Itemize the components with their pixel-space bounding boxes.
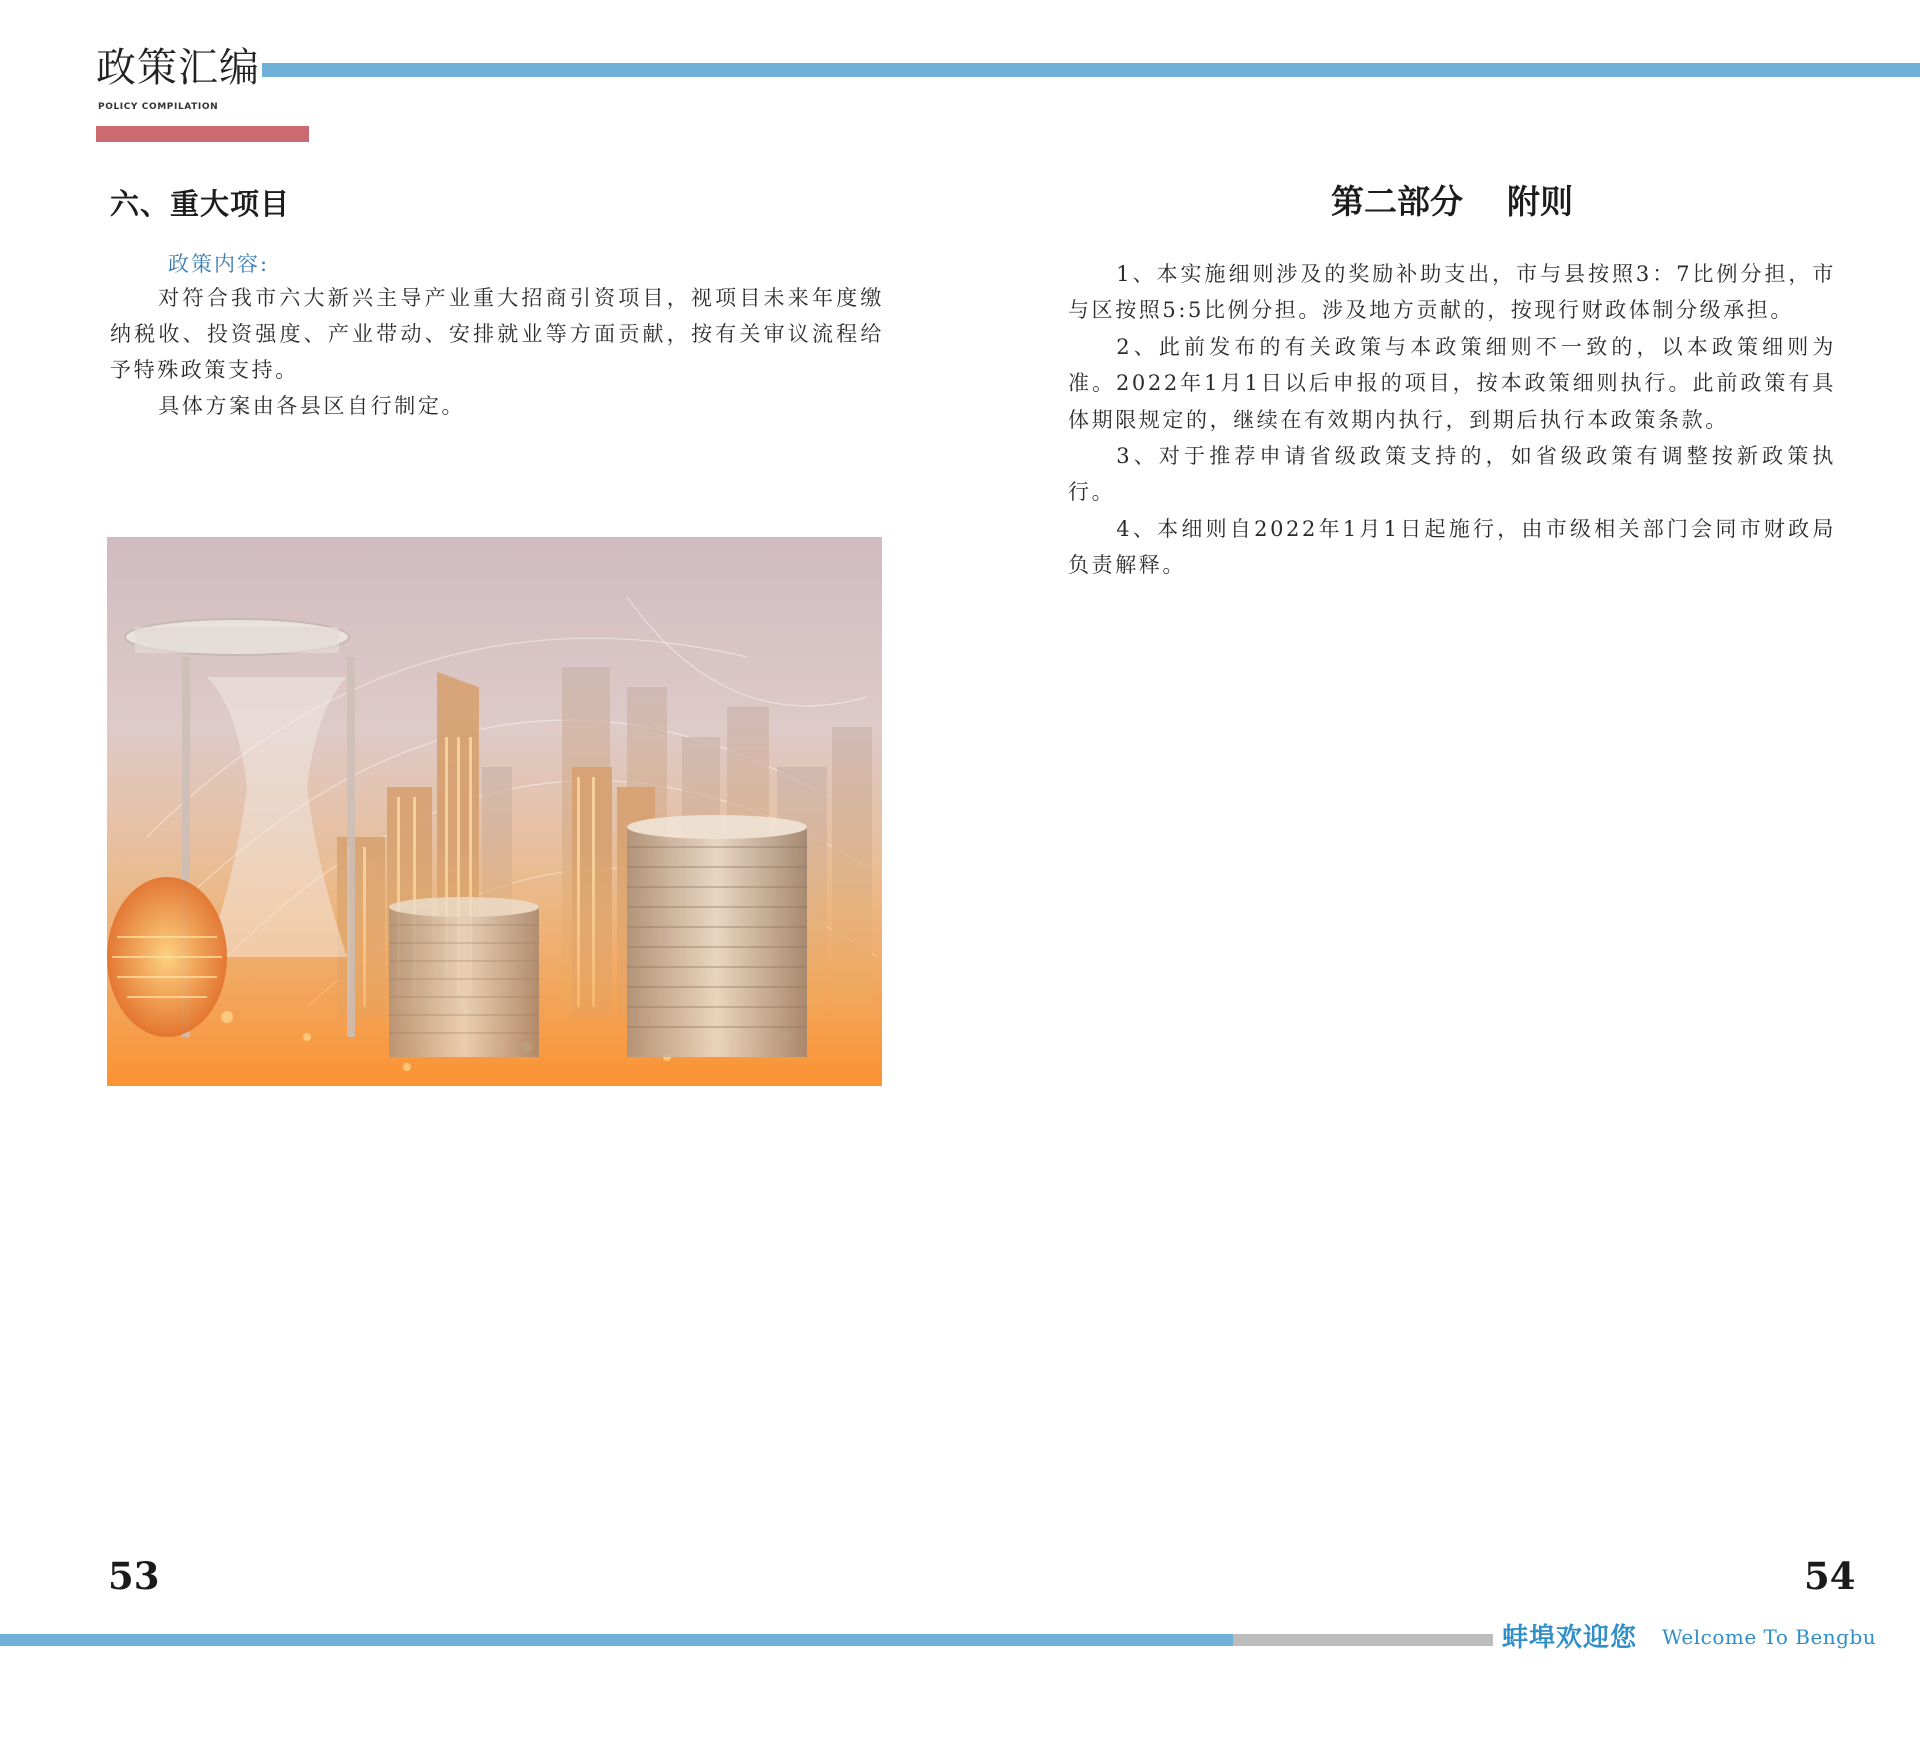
part-title-main: 第二部分 [1331,182,1463,221]
footer-blue-bar [0,1634,1233,1646]
footer-slogan-en: Welcome To Bengbu [1662,1625,1877,1649]
header-red-bar [96,126,309,142]
right-paragraph: 2、此前发布的有关政策与本政策细则不一致的，以本政策细则为准。2022年1月1日以后申报的项目，按本政策细则执行。此前政策有具体期限规定的，继续在有效期内执行，到期后执行本政策条款。 [1068,334,1836,432]
right-page-body [1068,256,1836,584]
header-blue-bar [262,63,1920,77]
header-title: 政策汇编 [96,45,260,91]
right-paragraph: 3、对于推荐申请省级政策支持的，如省级政策有调整按新政策执行。 [1068,444,1836,505]
part-title-sub: 附则 [1507,182,1573,221]
right-paragraph: 4、本细则自2022年1月1日起施行，由市级相关部门会同市财政局负责解释。 [1068,516,1836,578]
footer-slogan-cn: 蚌埠欢迎您 [1502,1623,1638,1653]
header-subtitle: POLICY COMPILATION [98,102,219,112]
city-finance-photo-icon [107,537,882,1086]
right-paragraph: 1、本实施细则涉及的奖励补助支出，市与县按照3：7比例分担，市与区按照5:5比例分担。涉及地方贡献的，按现行财政体制分级承担。 [1068,262,1836,323]
part-title [1068,176,1836,223]
city-finance-photo [107,537,882,1086]
left-page-body [110,280,884,424]
page-number-right: 54 [1804,1554,1856,1598]
left-paragraph: 对符合我市六大新兴主导产业重大招商引资项目，视项目未来年度缴纳税收、投资强度、产业带动、安排就业等方面贡献，按有关审议流程给予特殊政策支持。 [110,286,884,382]
page-number-left: 53 [108,1554,160,1598]
policy-content-label: 政策内容: [168,252,270,276]
left-paragraph: 具体方案由各县区自行制定。 [158,394,466,418]
footer-gray-bar [1233,1634,1493,1646]
section-title: 六、重大项目 [110,187,291,221]
